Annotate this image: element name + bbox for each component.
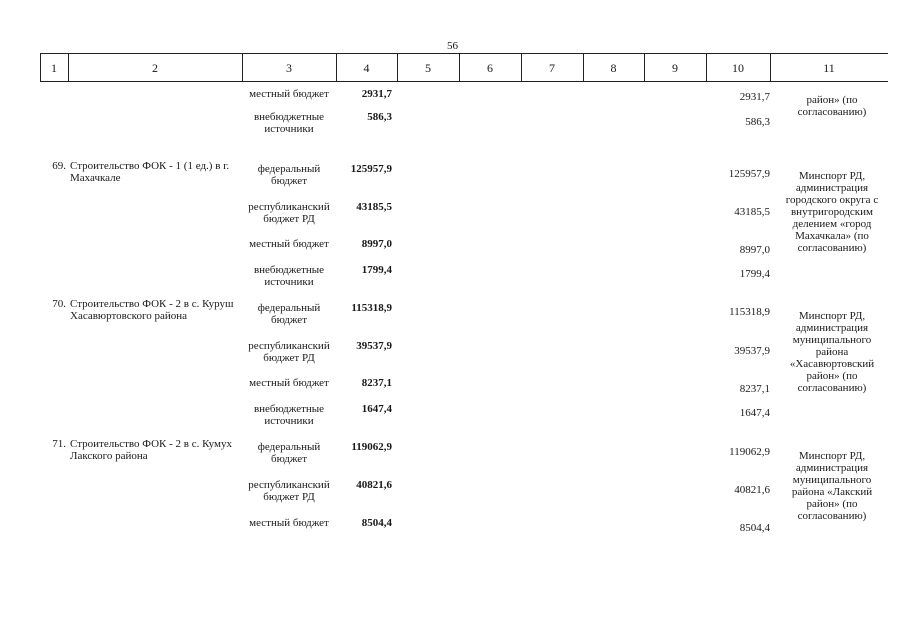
header-bottom-line bbox=[40, 81, 888, 82]
col10-cell: 119062,9 bbox=[729, 446, 770, 458]
object-name: Строительство ФОК - 1 (1 ед.) в г. Махачкале bbox=[70, 160, 230, 184]
col10-cell: 43185,5 bbox=[734, 206, 770, 218]
source-cell: местный бюджет bbox=[249, 517, 329, 529]
executor-cell: район» (по согласованию) bbox=[797, 94, 867, 118]
total-cell: 119062,9 bbox=[351, 441, 392, 453]
total-cell: 40821,6 bbox=[356, 479, 392, 491]
column-header-1: 1 bbox=[51, 61, 57, 75]
source-cell: внебюджетные источники bbox=[253, 111, 325, 135]
col10-cell: 125957,9 bbox=[728, 168, 770, 180]
source-cell: внебюджетные источники bbox=[253, 264, 325, 288]
col10-cell: 8997,0 bbox=[739, 244, 770, 256]
executor-cell: Минспорт РД, администрация муниципального района «Хасавюртовский район» (по согласованию) bbox=[789, 310, 875, 394]
column-header-6: 6 bbox=[487, 61, 493, 75]
column-header-2: 2 bbox=[152, 61, 158, 75]
source-cell: республиканский бюджет РД bbox=[248, 201, 330, 225]
total-cell: 8997,0 bbox=[361, 238, 392, 250]
total-cell: 43185,5 bbox=[356, 201, 392, 213]
column-header-5: 5 bbox=[425, 61, 431, 75]
col10-cell: 2931,7 bbox=[739, 91, 770, 103]
column-header-10: 10 bbox=[732, 61, 744, 75]
total-cell: 8504,4 bbox=[361, 517, 392, 529]
col10-cell: 115318,9 bbox=[729, 306, 770, 318]
source-cell: местный бюджет bbox=[249, 238, 329, 250]
column-header-3: 3 bbox=[286, 61, 292, 75]
row-number: 70. bbox=[52, 298, 66, 310]
source-cell: федеральный бюджет bbox=[257, 163, 321, 187]
source-cell: республиканский бюджет РД bbox=[248, 340, 330, 364]
row-number: 69. bbox=[52, 160, 66, 172]
object-name: Строительство ФОК - 2 в с. Куруш Хасавюртовского района bbox=[70, 298, 234, 322]
col10-cell: 8504,4 bbox=[739, 522, 770, 534]
total-cell: 586,3 bbox=[367, 111, 392, 123]
source-cell: местный бюджет bbox=[249, 88, 329, 100]
column-header-11: 11 bbox=[823, 61, 835, 75]
source-cell: федеральный бюджет bbox=[257, 302, 321, 326]
col10-cell: 1799,4 bbox=[739, 268, 770, 280]
total-cell: 1799,4 bbox=[361, 264, 392, 276]
total-cell: 1647,4 bbox=[361, 403, 392, 415]
header-top-line bbox=[40, 53, 888, 54]
total-cell: 39537,9 bbox=[356, 340, 392, 352]
column-header-4: 4 bbox=[363, 61, 370, 75]
source-cell: федеральный бюджет bbox=[257, 441, 321, 465]
col10-cell: 586,3 bbox=[745, 116, 770, 128]
column-header-7: 7 bbox=[549, 61, 555, 75]
object-name: Строительство ФОК - 2 в с. Кумух Лакского района bbox=[70, 438, 232, 462]
col10-cell: 39537,9 bbox=[734, 345, 770, 357]
col10-cell: 1647,4 bbox=[739, 407, 770, 419]
column-header-9: 9 bbox=[672, 61, 678, 75]
source-cell: местный бюджет bbox=[249, 377, 329, 389]
total-cell: 125957,9 bbox=[350, 163, 392, 175]
executor-cell: Минспорт РД, администрация городского округа с внутригородским делением «город Махачкала» (по согласованию) bbox=[785, 170, 879, 254]
row-number: 71. bbox=[52, 438, 66, 450]
column-header-8: 8 bbox=[610, 61, 617, 75]
col10-cell: 8237,1 bbox=[739, 383, 770, 395]
page-number: 56 bbox=[447, 40, 458, 52]
source-cell: республиканский бюджет РД bbox=[248, 479, 330, 503]
total-cell: 8237,1 bbox=[361, 377, 392, 389]
source-cell: внебюджетные источники bbox=[253, 403, 325, 427]
executor-cell: Минспорт РД, администрация муниципального района «Лакский район» (по согласованию) bbox=[791, 450, 873, 522]
col10-cell: 40821,6 bbox=[734, 484, 770, 496]
total-cell: 2931,7 bbox=[361, 88, 392, 100]
total-cell: 115318,9 bbox=[351, 302, 392, 314]
